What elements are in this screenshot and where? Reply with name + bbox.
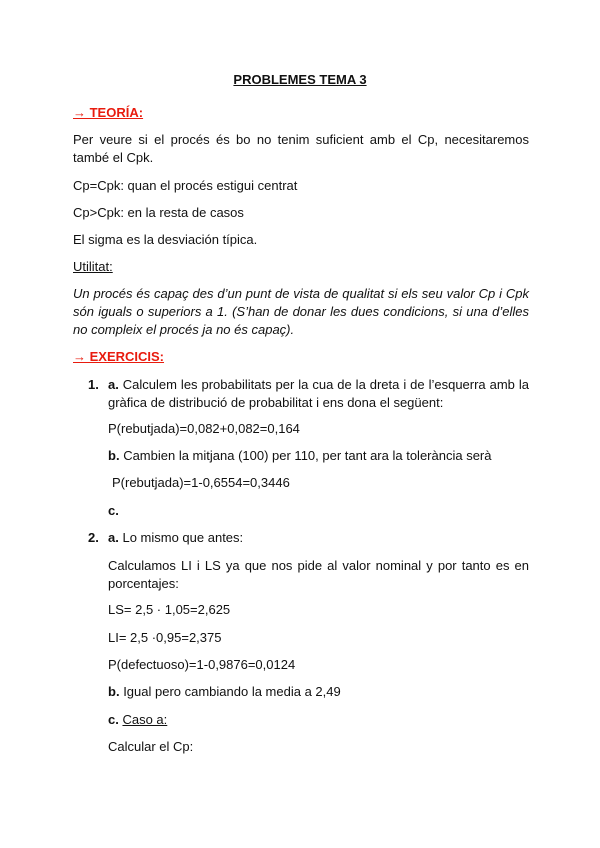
theory-paragraph-2: Cp=Cpk: quan el procés estigui centrat (73, 178, 298, 193)
exercise-2a (108, 529, 529, 547)
theory-heading: → TEORÍA: (73, 105, 144, 120)
exercise-1a (108, 376, 529, 412)
exercise-1a-text: Calculem les probabilitats per la cua de la dreta i de l’esquerra amb la gràfica de distribució de probabilitat i ens dona el següent: (108, 377, 529, 410)
exercise-2a-text: Lo mismo que antes: (122, 530, 244, 545)
theory-paragraph-3: Cp>Cpk: en la resta de casos (73, 205, 244, 220)
utilitat-text: Un procés és capaç des d’un punt de vista de qualitat si els seu valor Cp i Cpk són iguals o superiors a 1. (S’han de donar les dues condicions, si una d’elles no compleix el procés ja no és capaç). (73, 286, 529, 337)
exercise-2-li: LI= 2,5 ·0,95=2,375 (108, 630, 222, 645)
exercise-1c-label: c. (108, 503, 119, 518)
exercise-1c (108, 502, 529, 520)
exercise-2-pdef: P(defectuoso)=1-0,9876=0,0124 (108, 657, 296, 672)
exercise-2-number: 2. (88, 530, 99, 545)
exercise-1b-text: Cambien la mitjana (100) per 110, per tant ara la tolerància serà (123, 448, 492, 463)
exercise-2-cp-text: Calcular el Cp: (108, 739, 194, 754)
utilitat-label: Utilitat: (73, 259, 113, 274)
exercise-2a-label: a. (108, 530, 119, 545)
page-title: PROBLEMES TEMA 3 (233, 72, 367, 87)
exercise-2-ls: LS= 2,5 · 1,05=2,625 (108, 602, 231, 617)
exercises-heading: → EXERCICIS: (73, 349, 165, 364)
theory-paragraph-1: Per veure si el procés és bo no tenim suficient amb el Cp, necesitaremos també el Cpk. (73, 132, 529, 165)
theory-paragraph-4: El sigma es la desviación típica. (73, 232, 258, 247)
exercise-1b-formula: P(rebutjada)=1-0,6554=0,3446 (112, 475, 290, 490)
exercise-2-calc-text: Calculamos LI i LS ya que nos pide al valor nominal y por tanto es en porcentajes: (108, 558, 529, 591)
exercise-2b-label: b. (108, 684, 120, 699)
exercise-1b (108, 447, 529, 465)
exercise-2c-case: Caso a: (122, 712, 168, 727)
exercise-1b-label: b. (108, 448, 120, 463)
exercise-2c-label: c. (108, 712, 119, 727)
exercise-2b-text: Igual pero cambiando la media a 2,49 (123, 684, 341, 699)
exercise-1a-formula: P(rebutjada)=0,082+0,082=0,164 (108, 421, 300, 436)
exercise-2b (108, 683, 529, 701)
exercise-1a-label: a. (108, 377, 119, 392)
exercise-1-number: 1. (88, 377, 99, 392)
exercise-2c (108, 711, 529, 729)
